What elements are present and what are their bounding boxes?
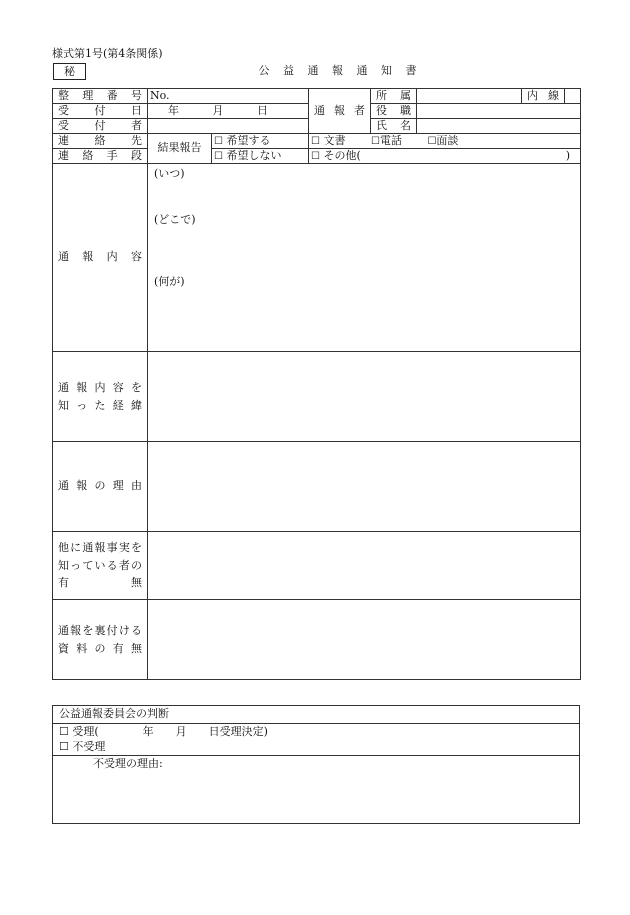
kibo-suru-option[interactable] xyxy=(212,134,309,149)
uketsuke-bi-label: 受 付 日 xyxy=(53,104,148,119)
hoka-label xyxy=(53,532,148,600)
tsuho-naiyo-label: 通 報 内 容 xyxy=(53,164,148,352)
renrakusaki-label: 連 絡 先 xyxy=(53,134,148,149)
checkbox-icon: ☐ xyxy=(370,135,380,147)
seiri-number-field[interactable] xyxy=(148,89,309,104)
renraku-shudan-label: 連 絡 手 段 xyxy=(53,149,148,164)
yakushoku-field[interactable] xyxy=(417,104,581,119)
keii-field[interactable] xyxy=(148,352,581,442)
kibo-shinai-option[interactable] xyxy=(212,149,309,164)
bunsho-option[interactable] xyxy=(311,134,345,147)
year-label: 年 xyxy=(168,103,179,117)
itsu-prompt: (いつ) xyxy=(154,167,185,180)
naisen-field[interactable] xyxy=(565,89,581,104)
kibo-shinai-label: 希望しない xyxy=(226,148,282,162)
juri-option[interactable]: ☐ 受理( 年 月 日受理決定) xyxy=(59,725,268,739)
bunsho-label: 文書 xyxy=(323,133,346,147)
hoka-label-line3 xyxy=(58,574,142,592)
mendan-option[interactable] xyxy=(427,134,458,147)
form-number: 様式第1号(第4条関係) xyxy=(52,47,163,60)
hoka-mu: 無 xyxy=(131,576,142,590)
month-label: 月 xyxy=(212,103,224,117)
secret-stamp: 秘 xyxy=(53,63,86,80)
keii-label-line1: 通報内容を xyxy=(58,380,142,394)
sonota-option[interactable] xyxy=(309,149,581,164)
committee-judgement-table xyxy=(52,705,580,824)
kekka-hokoku-label: 結果報告 xyxy=(148,134,212,164)
naniga-prompt: (何が) xyxy=(154,275,185,289)
uketsuke-date-field[interactable] xyxy=(148,104,309,119)
hoka-field[interactable] xyxy=(148,532,581,600)
seiri-bango-label: 整 理 番 号 xyxy=(53,89,148,104)
notification-form-table xyxy=(52,88,581,680)
riyu-field[interactable] xyxy=(148,442,581,532)
tsuhosha-label: 通 報 者 xyxy=(309,89,371,134)
mendan-label: 面談 xyxy=(436,133,459,147)
checkbox-icon: ☐ xyxy=(214,135,223,147)
shimei-field[interactable] xyxy=(417,119,581,134)
hoka-yu: 有 xyxy=(58,576,99,590)
judgement-heading: 公益通報委員会の判断 xyxy=(53,706,580,724)
judgement-options xyxy=(53,724,580,756)
close-paren: ) xyxy=(565,148,570,162)
shiryo-label-line1: 通報を裏付ける xyxy=(58,623,142,637)
hoka-label-line2: 知っている者の xyxy=(58,558,142,572)
fujuri-reason-label: 不受理の理由: xyxy=(93,757,163,770)
fujuri-reason-field[interactable] xyxy=(53,756,580,824)
checkbox-icon: ☐ xyxy=(214,150,223,162)
denwa-label: 電話 xyxy=(379,133,402,147)
hoka-label-line1: 他に通報事実を xyxy=(58,541,142,555)
dokode-prompt: (どこで) xyxy=(154,212,196,226)
shimei-label: 氏 名 xyxy=(371,119,417,134)
shiryo-label xyxy=(53,600,148,680)
tsuho-naiyo-field[interactable] xyxy=(148,164,581,352)
shozoku-field[interactable] xyxy=(417,89,522,104)
form-title: 公 益 通 報 通 知 書 xyxy=(258,64,422,77)
checkbox-icon: ☐ xyxy=(311,135,320,147)
denwa-option[interactable] xyxy=(371,134,402,147)
yakushoku-label: 役 職 xyxy=(371,104,417,119)
naisen-label: 内 線 xyxy=(522,89,565,104)
day-label: 日 xyxy=(257,103,268,117)
kibo-suru-label: 希望する xyxy=(226,133,271,147)
keii-label-line2: 知った経緯 xyxy=(58,398,142,412)
checkbox-icon: ☐ xyxy=(311,150,320,162)
no-prefix: No. xyxy=(150,88,170,102)
uketsuke-sha-field[interactable] xyxy=(148,119,309,134)
shiryo-field[interactable] xyxy=(148,600,581,680)
keii-label xyxy=(53,352,148,442)
fujuri-option[interactable]: ☐ 不受理 xyxy=(59,739,106,753)
shozoku-label: 所 属 xyxy=(371,89,417,104)
riyu-label: 通 報 の 理 由 xyxy=(53,442,148,532)
checkbox-icon: ☐ xyxy=(427,135,437,147)
sonota-label: その他( xyxy=(323,148,361,162)
renrakusaki-methods xyxy=(309,134,581,149)
shiryo-label-line2: 資 料 の 有 無 xyxy=(58,641,142,655)
uketsuke-sha-label: 受 付 者 xyxy=(53,119,148,134)
